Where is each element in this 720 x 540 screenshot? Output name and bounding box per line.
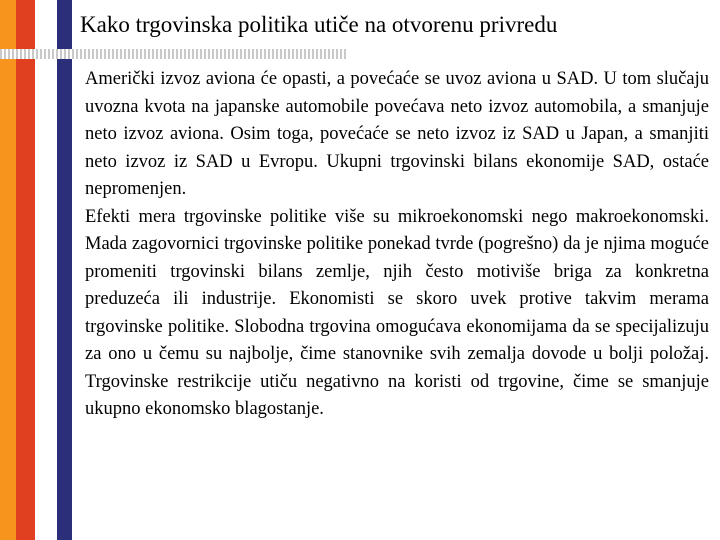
slide-title: Kako trgovinska politika utiče na otvorenu privredu: [80, 12, 558, 37]
decorative-stripe-red: [16, 0, 35, 540]
decorative-stripe-navy: [57, 0, 72, 540]
paragraph-policy-effects: Efekti mera trgovinske politike više su mikroekonomski nego makroekonomski. Mada zagovornici trgovinske politike ponekad tvrde (pogrešno) da je njima moguće promeniti trgovinski bilans zemlje, njih često motiviše briga za konkretna preduzeća ili industrije. Ekonomisti se skoro uvek protive takvim merama trgovinske politike. Slobodna trgovina omogućava ekonomijama da se specijalizuju za ono u čemu su najbolje, čime stanovnike svih zemalja dovode u bolji položaj. Trgovinske restrikcije utiču negativno na koristi od trgovine, čime se smanjuje ukupno ekonomsko blagostanje.: [85, 206, 709, 419]
paragraph-trade-effects: Američki izvoz aviona će opasti, a povećaće se uvoz aviona u SAD. U tom slučaju uvozna kvota na japanske automobile povećava neto izvoz automobila, a smanjuje neto izvoz aviona. Osim toga, povećaće se neto izvoz iz SAD u Japan, a smanjiti neto izvoz iz SAD u Evropu. Ukupni trgovinski bilans ekonomije SAD, ostaće nepromenjen.: [85, 69, 709, 199]
slide-body: [85, 66, 709, 424]
decorative-stripe-orange: [0, 0, 16, 540]
title-underline: [0, 49, 348, 59]
